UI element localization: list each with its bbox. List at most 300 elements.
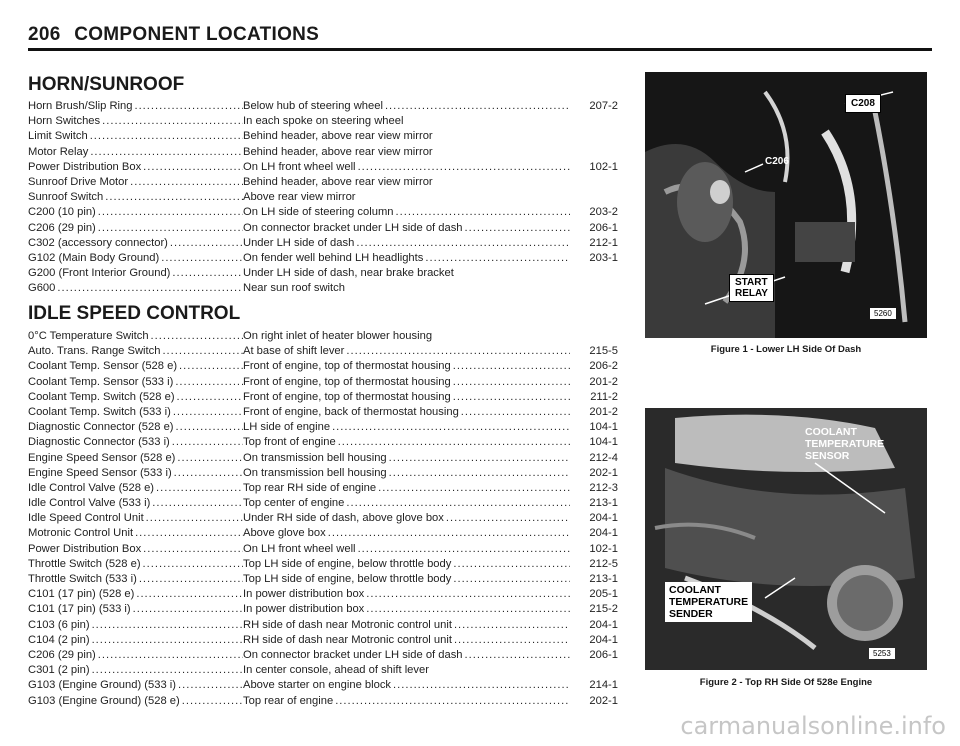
component-name-cell (28, 467, 243, 479)
page-ref: 202-1 (589, 466, 618, 479)
leader-dots (451, 391, 570, 403)
component-location-cell (243, 206, 570, 218)
page-ref: 206-2 (589, 360, 618, 373)
component-name-cell (28, 206, 243, 218)
component-location: On right inlet of heater blower housing (243, 330, 433, 342)
component-location: Front of engine, top of thermostat housing (243, 375, 451, 388)
page-ref: 203-1 (589, 251, 618, 264)
leader-dots (344, 345, 570, 357)
component-location-cell (243, 406, 570, 418)
component-location-cell (243, 695, 570, 707)
component-name: C200 (10 pin) (28, 206, 96, 219)
idle-entries (28, 330, 618, 710)
component-name: Coolant Temp. Switch (533 i) (28, 405, 171, 418)
component-name: Idle Control Valve (528 e) (28, 481, 155, 494)
component-location-cell (243, 649, 570, 661)
component-location: RH side of dash near Motronic control unit (243, 618, 452, 631)
entry-row (28, 376, 618, 391)
entry-row (28, 588, 618, 603)
figure-1-label-c208: C208 (845, 94, 881, 113)
component-name-cell (28, 345, 243, 357)
page-ref: 214-1 (589, 679, 618, 692)
leader-dots (131, 603, 243, 615)
leader-dots (168, 237, 243, 249)
component-location-cell (243, 588, 570, 600)
figure-1-photo (645, 72, 927, 338)
leader-dots (356, 543, 570, 555)
component-name-cell (28, 497, 243, 509)
leader-dots (336, 436, 570, 448)
component-location: Top center of engine (243, 497, 345, 510)
component-location: Behind header, above rear view mirror (243, 145, 433, 158)
component-location: Top LH side of engine, below throttle body (243, 573, 452, 585)
entry-row (28, 206, 618, 221)
sender-line-1: COOLANT (669, 584, 721, 596)
entry-row (28, 452, 618, 467)
component-location-cell (243, 146, 570, 158)
entry-row (28, 100, 618, 115)
component-name: Idle Control Valve (533 i) (28, 497, 151, 510)
component-location: In power distribution box (243, 603, 365, 616)
component-name: C101 (17 pin) (533 i) (28, 603, 131, 616)
component-location-cell (243, 436, 570, 448)
component-location-cell (243, 421, 570, 433)
leader-dots (356, 161, 570, 173)
leader-dots (88, 130, 243, 142)
component-location: Top front of engine (243, 436, 336, 449)
component-name-cell (28, 649, 243, 661)
page-title: COMPONENT LOCATIONS (74, 24, 320, 45)
leader-dots (55, 282, 243, 294)
entry-row (28, 345, 618, 360)
component-location: On LH side of steering column (243, 206, 394, 219)
entry-row (28, 664, 618, 679)
entry-row (28, 222, 618, 237)
component-name-cell (28, 237, 243, 249)
leader-dots (451, 360, 570, 372)
component-location: In power distribution box (243, 588, 365, 601)
leader-dots (354, 237, 570, 249)
leader-dots (100, 115, 243, 127)
leader-dots (171, 406, 243, 418)
leader-dots (391, 679, 570, 691)
component-name: Power Distribution Box (28, 160, 142, 173)
component-name-cell (28, 695, 243, 707)
leader-dots (132, 100, 243, 112)
leader-dots (137, 573, 243, 585)
component-location: In center console, ahead of shift lever (243, 664, 429, 677)
entry-row (28, 634, 618, 649)
sensor-line-2: TEMPERATURE (805, 438, 885, 450)
page-ref: 102-1 (589, 542, 618, 555)
entry-row (28, 282, 618, 297)
component-location: LH side of engine (243, 421, 331, 434)
component-location: On transmission bell housing (243, 451, 387, 464)
component-location-cell (243, 176, 570, 188)
component-location-cell (243, 573, 570, 585)
leader-dots (175, 452, 243, 464)
page-ref: 212-3 (589, 481, 618, 494)
component-location-cell (243, 115, 570, 127)
component-location-cell (243, 267, 570, 279)
leader-dots (103, 191, 243, 203)
component-location: Behind header, above rear view mirror (243, 175, 433, 188)
entry-row (28, 527, 618, 542)
component-name: G103 (Engine Ground) (533 i) (28, 679, 177, 692)
component-name: G200 (Front Interior Ground) (28, 267, 171, 280)
component-location: Below hub of steering wheel (243, 100, 383, 112)
figure-2-number: 5253 (869, 648, 895, 659)
component-name: G103 (Engine Ground) (528 e) (28, 694, 180, 707)
component-location-cell (243, 100, 570, 112)
page-ref: 212-5 (589, 557, 618, 570)
entry-row (28, 421, 618, 436)
leader-dots (452, 634, 570, 646)
leader-dots (394, 206, 571, 218)
component-name: Diagnostic Connector (528 e) (28, 421, 174, 434)
component-name: 0°C Temperature Switch (28, 330, 149, 342)
component-location-cell (243, 191, 570, 203)
component-name-cell (28, 452, 243, 464)
component-location: Under LH side of dash (243, 236, 355, 249)
component-name: Sunroof Switch (28, 191, 104, 204)
leader-dots (170, 436, 243, 448)
component-name-cell (28, 391, 243, 403)
component-name: Coolant Temp. Sensor (533 i) (28, 375, 174, 388)
start-relay-line-1: START (735, 277, 768, 288)
component-location-cell (243, 282, 570, 294)
figure-1-number: 5260 (870, 308, 896, 319)
component-location: On fender well behind LH headlights (243, 251, 424, 264)
page-ref: 212-4 (589, 451, 618, 464)
page-ref: 201-2 (589, 375, 618, 388)
leader-dots (463, 222, 570, 234)
leader-dots (159, 252, 243, 264)
page-ref: 215-2 (589, 603, 618, 616)
component-location: RH side of dash near Motronic control unit (243, 633, 452, 646)
entry-row (28, 330, 618, 345)
component-name: G600 (28, 282, 56, 295)
figure-1-illustration (645, 72, 927, 338)
leader-dots (175, 391, 243, 403)
component-name: Sunroof Drive Motor (28, 175, 129, 188)
sensor-line-3: SENSOR (805, 450, 850, 462)
component-name: C206 (29 pin) (28, 221, 96, 234)
entry-row (28, 176, 618, 191)
page-ref: 104-1 (589, 421, 618, 434)
page-header (28, 24, 319, 46)
component-location: On transmission bell housing (243, 466, 387, 479)
component-location-cell (243, 664, 570, 676)
component-location: Behind header, above rear view mirror (243, 130, 433, 143)
entry-row (28, 267, 618, 282)
component-location-cell (243, 558, 570, 570)
leader-dots (383, 100, 570, 112)
component-name-cell (28, 543, 243, 555)
leader-dots (444, 512, 570, 524)
component-location: Under LH side of dash, near brake bracket (243, 267, 454, 280)
component-name: Auto. Trans. Range Switch (28, 345, 161, 358)
page-ref: 102-1 (589, 160, 618, 173)
leader-dots (141, 558, 243, 570)
sender-line-2: TEMPERATURE (669, 596, 749, 608)
page-ref: 201-2 (589, 405, 618, 418)
leader-dots (451, 376, 570, 388)
leader-dots (96, 206, 243, 218)
component-name-cell (28, 130, 243, 142)
component-location: Above glove box (243, 527, 326, 540)
component-location-cell (243, 527, 570, 539)
leader-dots (160, 345, 243, 357)
leader-dots (451, 573, 570, 585)
component-name-cell (28, 146, 243, 158)
section-title-horn: HORN/SUNROOF (28, 74, 185, 95)
leader-dots (96, 649, 243, 661)
component-location: Top LH side of engine, below throttle body (243, 557, 452, 570)
component-name: Engine Speed Sensor (528 e) (28, 451, 176, 464)
header-rule (28, 48, 932, 51)
sensor-line-1: COOLANT (805, 426, 857, 438)
leader-dots (423, 252, 570, 264)
leader-dots (88, 146, 243, 158)
page-ref: 205-1 (589, 588, 618, 601)
leader-dots (452, 619, 570, 631)
component-location-cell (243, 679, 570, 691)
component-name: Power Distribution Box (28, 542, 142, 555)
figure-2-caption: Figure 2 - Top RH Side Of 528e Engine (699, 677, 873, 688)
component-name-cell (28, 330, 243, 342)
component-location-cell (243, 130, 570, 142)
leader-dots (376, 482, 570, 494)
component-location: Near sun roof switch (243, 282, 345, 295)
leader-dots (174, 421, 243, 433)
component-name-cell (28, 482, 243, 494)
page-ref: 212-1 (589, 236, 618, 249)
component-location-cell (243, 237, 570, 249)
component-name: Coolant Temp. Switch (528 e) (28, 390, 175, 403)
component-location: Front of engine, top of thermostat housing (243, 390, 451, 403)
component-name-cell (28, 558, 243, 570)
component-name-cell (28, 664, 243, 676)
component-location-cell (243, 222, 570, 234)
leader-dots (141, 161, 243, 173)
leader-dots (177, 360, 243, 372)
component-location: Under RH side of dash, above glove box (243, 512, 444, 525)
component-location-cell (243, 512, 570, 524)
component-location-cell (243, 603, 570, 615)
leader-dots (170, 267, 243, 279)
watermark: carmanualsonline.info (680, 712, 946, 740)
component-name-cell (28, 360, 243, 372)
component-name-cell (28, 512, 243, 524)
component-name: Throttle Switch (533 i) (28, 573, 137, 585)
start-relay-line-2: RELAY (735, 288, 768, 299)
component-name: Coolant Temp. Sensor (528 e) (28, 360, 178, 373)
component-name: G102 (Main Body Ground) (28, 251, 160, 264)
component-name: Idle Speed Control Unit (28, 512, 144, 525)
component-location-cell (243, 452, 570, 464)
component-location-cell (243, 376, 570, 388)
component-name-cell (28, 100, 243, 112)
component-name-cell (28, 527, 243, 539)
component-name: C101 (17 pin) (528 e) (28, 588, 135, 601)
component-name: C301 (2 pin) (28, 664, 90, 677)
entry-row (28, 146, 618, 161)
figure-2-photo (645, 408, 927, 670)
component-location: Front of engine, back of thermostat housing (243, 405, 459, 418)
component-location: On connector bracket under LH side of dash (243, 221, 463, 234)
leader-dots (90, 634, 243, 646)
figure-2-label-sensor (805, 426, 884, 462)
figure-1-caption: Figure 1 - Lower LH Side Of Dash (710, 344, 862, 355)
component-location: On connector bracket under LH side of dash (243, 648, 463, 661)
page-ref: 204-1 (589, 527, 618, 540)
component-location-cell (243, 360, 570, 372)
entry-row (28, 237, 618, 252)
component-location-cell (243, 161, 570, 173)
entry-row (28, 619, 618, 634)
page-ref: 213-1 (589, 573, 618, 585)
entry-row (28, 543, 618, 558)
component-name-cell (28, 406, 243, 418)
leader-dots (387, 467, 570, 479)
component-location-cell (243, 497, 570, 509)
component-name: C104 (2 pin) (28, 633, 90, 646)
leader-dots (451, 558, 570, 570)
page-ref: 202-1 (589, 694, 618, 707)
page-ref: 204-1 (589, 618, 618, 631)
entry-row (28, 391, 618, 406)
component-name: Diagnostic Connector (533 i) (28, 436, 170, 449)
figure-2-illustration (645, 408, 927, 670)
component-location: On LH front wheel well (243, 542, 356, 555)
component-name-cell (28, 436, 243, 448)
entry-row (28, 360, 618, 375)
leader-dots (364, 588, 570, 600)
entry-row (28, 406, 618, 421)
component-location-cell (243, 634, 570, 646)
component-name-cell (28, 573, 243, 585)
component-location: Above rear view mirror (243, 191, 356, 204)
entry-row (28, 130, 618, 145)
leader-dots (90, 619, 243, 631)
page-ref: 207-2 (589, 100, 618, 112)
component-name: Motor Relay (28, 145, 89, 158)
component-location-cell (243, 252, 570, 264)
component-name: C103 (6 pin) (28, 618, 90, 631)
sender-line-3: SENDER (669, 608, 713, 620)
horn-entries (28, 100, 618, 297)
figure-2-label-sender (665, 582, 752, 622)
component-location: At base of shift lever (243, 345, 345, 358)
component-location-cell (243, 391, 570, 403)
leader-dots (154, 482, 243, 494)
component-location: In each spoke on steering wheel (243, 115, 404, 128)
component-name: Motronic Control Unit (28, 527, 134, 540)
page-ref: 211-2 (590, 390, 618, 403)
component-name-cell (28, 161, 243, 173)
entry-row (28, 679, 618, 694)
leader-dots (150, 497, 243, 509)
component-name: Engine Speed Sensor (533 i) (28, 466, 172, 479)
leader-dots (144, 512, 243, 524)
entry-row (28, 573, 618, 588)
component-location: Front of engine, top of thermostat housing (243, 360, 451, 373)
component-location-cell (243, 543, 570, 555)
leader-dots (173, 376, 243, 388)
component-location-cell (243, 467, 570, 479)
component-name: Throttle Switch (528 e) (28, 557, 141, 570)
page-ref: 213-1 (589, 497, 618, 510)
component-name-cell (28, 603, 243, 615)
leader-dots (463, 649, 570, 661)
page-ref: 204-1 (589, 633, 618, 646)
component-name-cell (28, 282, 243, 294)
page-ref: 206-1 (589, 648, 618, 661)
component-name-cell (28, 176, 243, 188)
leader-dots (333, 695, 570, 707)
leader-dots (141, 543, 243, 555)
leader-dots (180, 695, 243, 707)
leader-dots (459, 406, 570, 418)
entry-row (28, 161, 618, 176)
component-location: Above starter on engine block (243, 679, 392, 692)
entry-row (28, 649, 618, 664)
page-ref: 203-2 (589, 206, 618, 219)
component-location-cell (243, 619, 570, 631)
component-location: Top rear of engine (243, 694, 334, 707)
component-name: Horn Switches (28, 115, 101, 128)
leader-dots (326, 527, 570, 539)
entry-row (28, 603, 618, 618)
entry-row (28, 252, 618, 267)
component-name: Limit Switch (28, 130, 88, 143)
entry-row (28, 467, 618, 482)
leader-dots (364, 603, 570, 615)
component-name: C302 (accessory connector) (28, 236, 168, 249)
component-name: C206 (29 pin) (28, 648, 96, 661)
component-name-cell (28, 679, 243, 691)
component-name-cell (28, 222, 243, 234)
entry-row (28, 436, 618, 451)
entry-row (28, 115, 618, 130)
figure-1-label-c206: C206 (765, 156, 789, 167)
entry-row (28, 558, 618, 573)
leader-dots (330, 421, 570, 433)
leader-dots (128, 176, 243, 188)
component-name: Horn Brush/Slip Ring (28, 100, 133, 112)
leader-dots (149, 330, 243, 342)
page-ref: 215-5 (589, 345, 618, 358)
leader-dots (134, 588, 243, 600)
component-location: Top rear RH side of engine (243, 481, 377, 494)
leader-dots (90, 664, 243, 676)
component-name-cell (28, 619, 243, 631)
leader-dots (387, 452, 570, 464)
leader-dots (96, 222, 243, 234)
entry-row (28, 497, 618, 512)
component-name-cell (28, 115, 243, 127)
leader-dots (133, 527, 243, 539)
page-number: 206 (28, 24, 61, 45)
leader-dots (176, 679, 243, 691)
leader-dots (172, 467, 243, 479)
figure-1-label-start-relay (729, 274, 774, 302)
component-location: On LH front wheel well (243, 160, 356, 173)
component-name-cell (28, 267, 243, 279)
component-name-cell (28, 376, 243, 388)
component-location-cell (243, 330, 570, 342)
